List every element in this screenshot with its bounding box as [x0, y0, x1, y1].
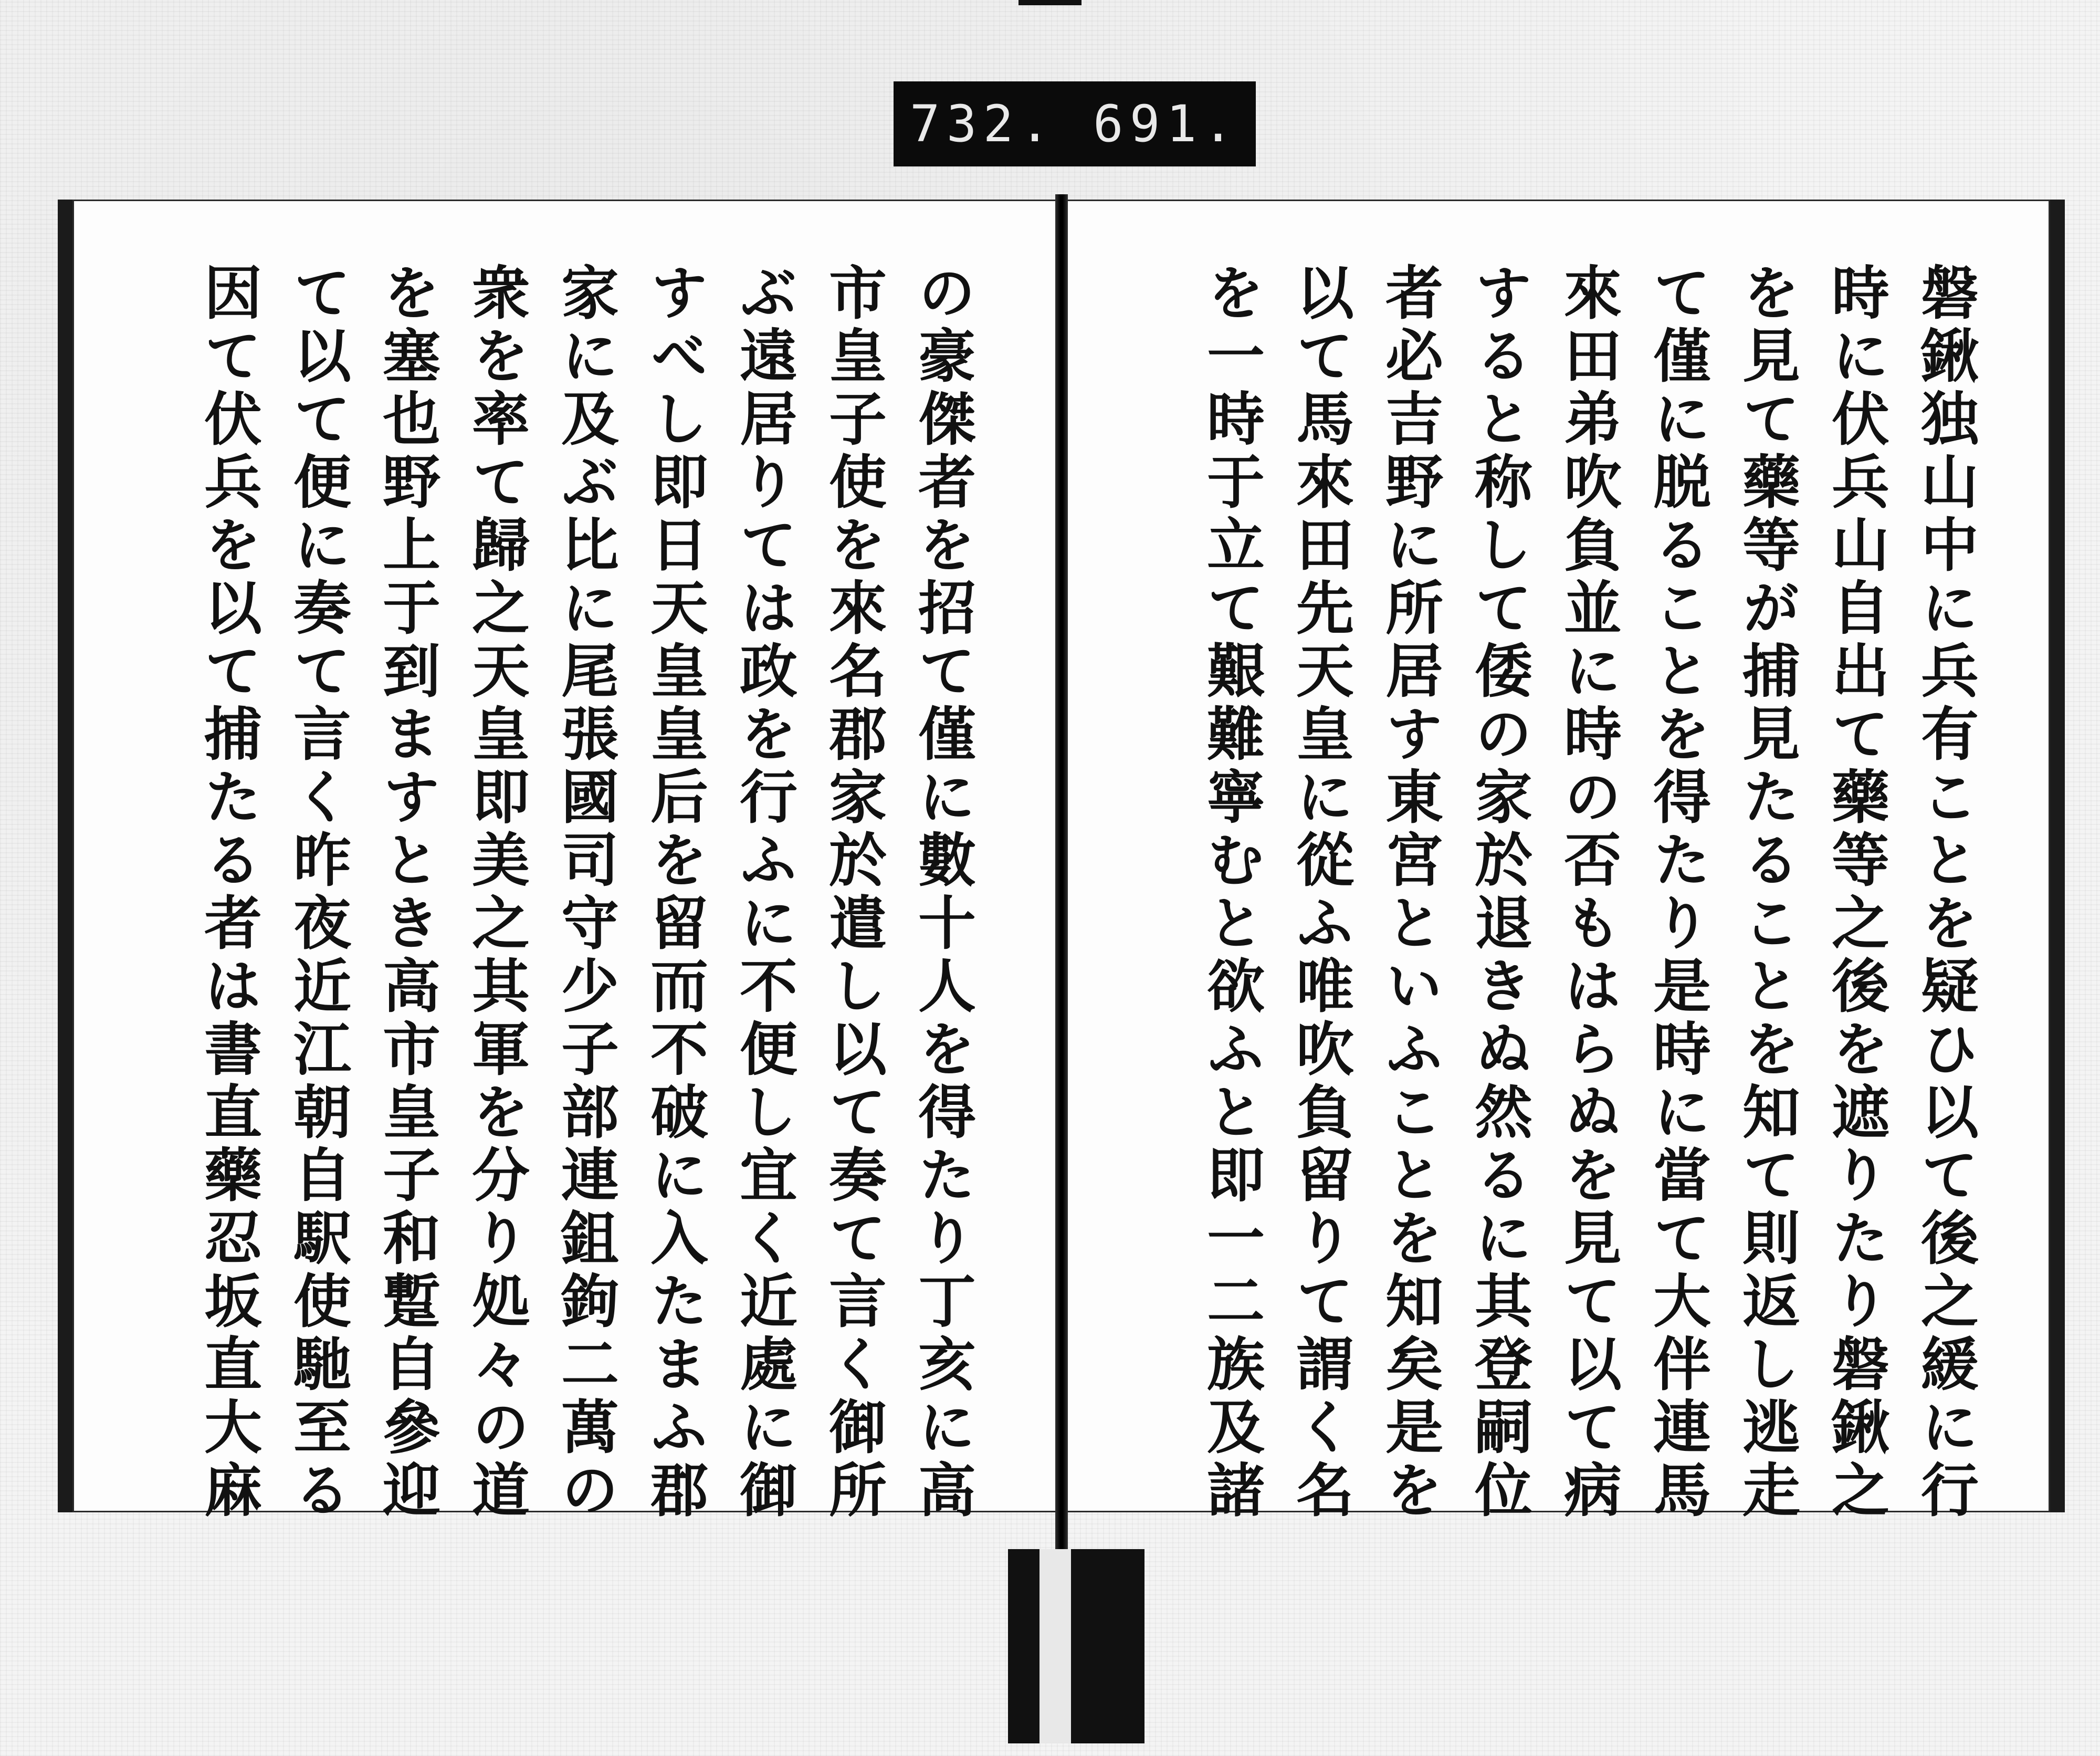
text-column: 家に及ぶ比に尾張國司守少子部連鉏鉤二萬の — [552, 263, 620, 1523]
text-column: 時に伏兵山自出て藥等之後を遮りたり磐鍬之 — [1822, 263, 1890, 1523]
text-column: 來田弟吹負並に時の否もはらぬを見て以て病 — [1555, 263, 1622, 1523]
text-column: を一時于立て艱難寧むと欲ふと即一二族及諸 — [1198, 263, 1265, 1523]
book-clamp — [1008, 1549, 1144, 1743]
text-column: 以て馬來田先天皇に從ふ唯吹負留りて謂く名 — [1287, 263, 1354, 1523]
book-clamp-slot — [1040, 1549, 1071, 1743]
left-page-text — [84, 263, 987, 1554]
text-column: 者必吉野に所居す東宮といふことを知矣是を — [1376, 263, 1444, 1523]
text-column: 衆を率て歸之天皇即美之其軍を分り処々の道 — [463, 263, 530, 1523]
catalog-number-label — [894, 81, 1256, 166]
book-gutter — [1055, 194, 1068, 1554]
scanner-edge-mark — [1018, 0, 1082, 5]
text-column: を塞也野上于到ますとき高市皇子和蹔自參迎 — [373, 263, 441, 1523]
text-column: を見て藥等が捕見たることを知て則返し逃走 — [1733, 263, 1801, 1523]
catalog-number-text: 732. 691. — [909, 95, 1240, 153]
text-column: ぶ遠居りては政を行ふに不便し宜く近處に御 — [730, 263, 798, 1523]
text-column: 磐鍬独山中に兵有ことを疑ひ以て後之緩に行 — [1912, 263, 1979, 1523]
text-column: すべし即日天皇皇后を留而不破に入たまふ郡 — [641, 263, 709, 1523]
right-page-text — [1198, 263, 1990, 1554]
text-column: すると称して倭の家於退きぬ然るに其登嗣位 — [1465, 263, 1533, 1523]
text-column: の豪傑者を招て僅に數十人を得たり丁亥に高 — [909, 263, 976, 1523]
text-column: て僅に脱ることを得たり是時に當て大伴連馬 — [1644, 263, 1712, 1523]
text-column: 因て伏兵を以て捕たる者は書直藥忍坂直大麻 — [195, 263, 262, 1523]
text-column: 市皇子使を來名郡家於遣し以て奏て言く御所 — [820, 263, 887, 1523]
text-column: て以て便に奏て言く昨夜近江朝自駅使馳至る — [284, 263, 352, 1523]
